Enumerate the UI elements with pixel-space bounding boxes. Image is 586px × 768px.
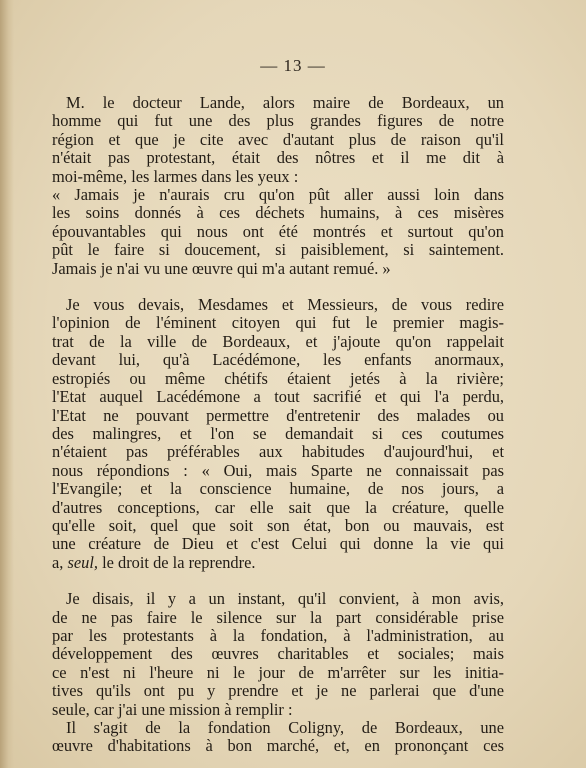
text-line: Je disais, il y a un instant, qu'il convient, à mon avis, (66, 589, 504, 609)
text-line: l'Etat auquel Lacédémone a tout sacrifié et qui l'a perdu, (52, 387, 504, 407)
text-line: Je vous devais, Mesdames et Messieurs, de vous redire (66, 295, 504, 315)
text-line: moi-même, les larmes dans les yeux : (52, 166, 299, 186)
text-line: Jamais je n'ai vu une œuvre qui m'a autant remué. » (52, 258, 391, 278)
text-line: région et que je cite avec d'autant plus de raison qu'il (52, 129, 504, 149)
text-line: d'autres conceptions, car elle sait que la créature, quelle (52, 497, 504, 517)
text-fragment: le droit de la reprendre. (98, 552, 256, 572)
body-text (52, 94, 504, 756)
text-line: qu'elle soit, quel que soit son état, bon ou mauvais, est (52, 515, 504, 535)
page-number: — 13 — (260, 56, 326, 75)
paragraph-1 (52, 94, 504, 186)
text-line: pût le faire si doucement, si paisiblement, si saintement. (52, 240, 504, 260)
paragraph-3 (52, 296, 504, 572)
text-line: devant lui, qu'à Lacédémone, les enfants anormaux, (52, 350, 504, 370)
text-line: épouvantables qui nous ont été montrés et surtout qu'on (52, 221, 504, 241)
paragraph-5 (52, 719, 504, 756)
paragraph-4 (52, 590, 504, 719)
text-line: homme qui fut une des plus grandes figures de notre (52, 111, 504, 131)
text-line: l'Evangile; et la conscience humaine, de nos jours, a (52, 479, 504, 499)
text-line: Il s'agit de la fondation Coligny, de Bordeaux, une (66, 718, 504, 737)
text-line: les soins donnés à ces déchets humains, à ces misères (52, 203, 504, 223)
text-line: ce n'est ni l'heure ni le jour de m'arrêter sur les initia- (52, 662, 504, 682)
text-line: par les protestants à la fondation, à l'administration, au (52, 625, 504, 645)
text-line: « Jamais je n'aurais cru qu'on pût aller aussi loin dans (52, 185, 504, 205)
text-line: tives qu'ils ont pu y prendre et je ne parlerai que d'une (52, 681, 504, 701)
text-fragment: a, (52, 552, 68, 572)
text-line: trat de la ville de Bordeaux, et j'ajoute qu'on rappelait (52, 331, 504, 351)
text-line: des malingres, et l'on se demandait si ces coutumes (52, 423, 504, 443)
italic-word: seul, (67, 552, 98, 572)
text-line: œuvre d'habitations à bon marché, et, en prononçant ces (52, 736, 504, 756)
text-line: l'opinion de l'éminent citoyen qui fut le premier magis- (52, 313, 504, 333)
text-line: l'Etat ne pouvant permettre d'entretenir des malades ou (52, 405, 504, 425)
text-line (52, 554, 504, 572)
text-line: n'étaient pas préférables aux habitudes d'aujourd'hui, et (52, 442, 504, 462)
text-line: estropiés ou même chétifs étaient jetés à la rivière; (52, 368, 504, 388)
text-line: une créature de Dieu et c'est Celui qui donne la vie qui (52, 534, 504, 554)
paragraph-2-quote (52, 186, 504, 278)
text-line: M. le docteur Lande, alors maire de Bordeaux, un (66, 93, 504, 112)
text-line: de ne pas faire le silence sur la part considérable prise (52, 607, 504, 627)
text-line: n'était pas protestant, était des nôtres et il me dit à (52, 148, 504, 168)
text-line: développement des œuvres charitables et sociales; mais (52, 644, 504, 664)
page-gutter-shadow (0, 0, 14, 768)
text-line: nous répondions : « Oui, mais Sparte ne connaissait pas (52, 460, 504, 480)
text-line: seule, car j'ai une mission à remplir : (52, 699, 293, 719)
